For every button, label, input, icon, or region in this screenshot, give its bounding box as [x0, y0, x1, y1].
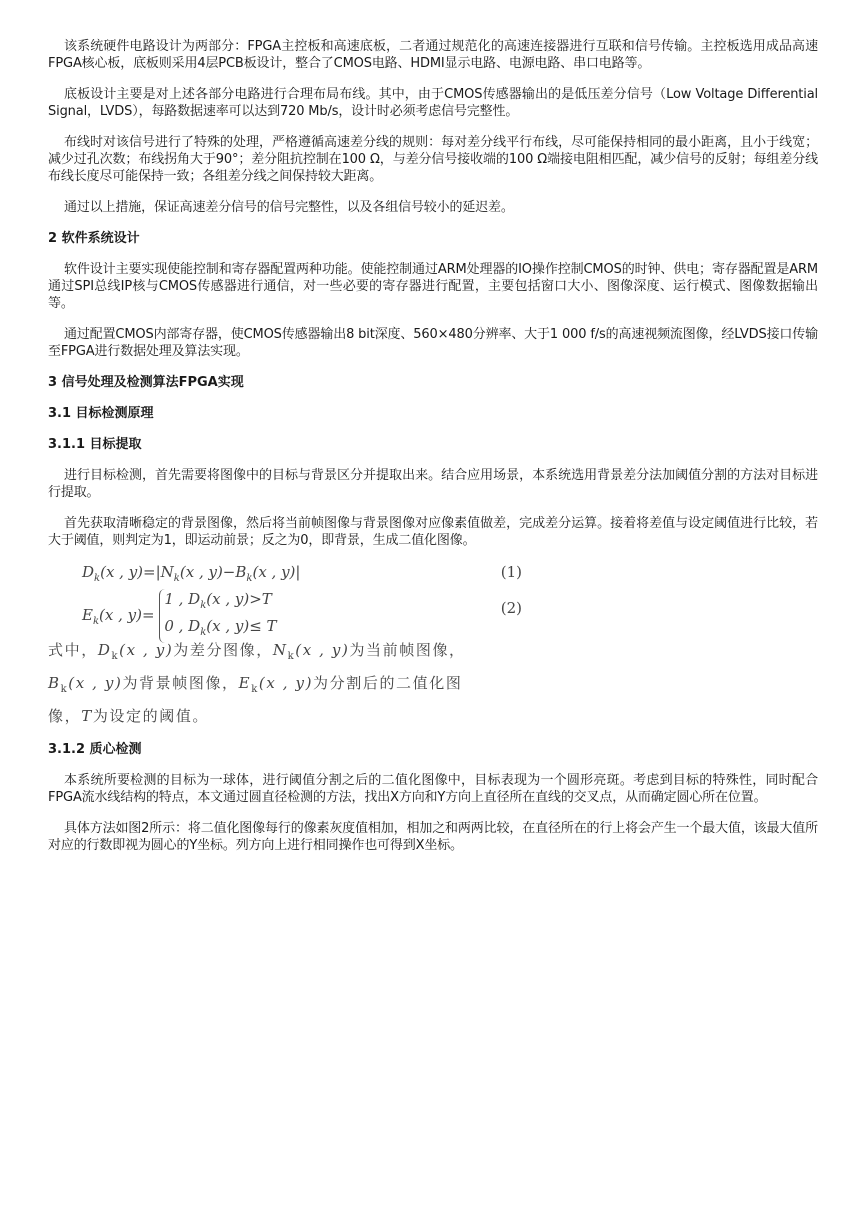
eq2-case-1: 1 , $D_k(x$ , y)>T [164, 590, 272, 611]
paragraph-signal-integrity: 通过以上措施，保证高速差分信号的信号完整性，以及各组信号较小的延迟差。 [64, 200, 514, 215]
paragraph-extraction-method: 进行目标检测，首先需要将图像中的目标与背景区分并提取出来。结合应用场景，本系统选用背景差分法加阈值分割的方法对目标进行提取。 [48, 468, 818, 500]
paragraph-hardware-design: 该系统硬件电路设计为两部分：FPGA主控板和高速底板，二者通过规范化的高速连接器进行互联和信号传输。主控板选用成品高速FPGA核心板，底板则采用4层PCB板设计，整合了CMOS电路、HDMI显示电路、电源电路、串口电路等。 [48, 39, 818, 71]
eq2-lhs: $E_k(x$ , y)= [82, 605, 155, 627]
paragraph-background-diff: 首先获取清晰稳定的背景图像，然后将当前帧图像与背景图像对应像素值做差，完成差分运算。接着将差值与设定阈值进行比较，若大于阈值，则判定为1，即运动前景；反之为0，即背景，生成二值化图像。 [48, 516, 818, 548]
paragraph-routing-rules: 布线时对该信号进行了特殊的处理，严格遵循高速差分线的规则：每对差分线平行布线，尽可能保持相同的最小距离，且小于线宽；减少过孔次数；布线拐角大于90°；差分阻抗控制在100 Ω，与差分信号接收端的100 Ω端接电阻相匹配，减少信号的反射；每组差分线布线长度尽可能保持一致；各组差分线之间保持较大距离。 [48, 135, 818, 184]
eq2-case-2: 0 , $D_k(x$ , y)≤ T [164, 617, 277, 638]
formula-block [82, 563, 522, 638]
paragraph-centroid-steps: 具体方法如图2所示：将二值化图像每行的像素灰度值相加，相加之和两两比较，在直径所在的行上将会产生一个最大值，该最大值所对应的行数即视为圆心的Y坐标。列方向上进行相同操作也可得到X坐标。 [48, 821, 818, 853]
eq2-number: (2) [500, 599, 522, 617]
paragraph-centroid-method: 本系统所要检测的目标为一球体，进行阈值分割之后的二值化图像中，目标表现为一个圆形亮斑。考虑到目标的特殊性，同时配合FPGA流水线结构的特点，本文通过圆直径检测的方法，找出X方向和Y方向上直径所在直线的交叉点，从而确定圆心所在位置。 [48, 773, 818, 805]
heading-detection-principle: 3.1 目标检测原理 [48, 406, 154, 421]
equation-2 [82, 589, 522, 638]
eq1-expression: $D_k(x$ , $y)=|N_k(x$ , $y)-B_k(x$ , y)| [82, 563, 301, 584]
paragraph-software-functions: 软件设计主要实现使能控制和寄存器配置两种功能。使能控制通过ARM处理器的IO操作控制CMOS的时钟、供电；寄存器配置是ARM通过SPI总线IP核与CMOS传感器进行通信，对一些必要的寄存器进行配置，主要包括窗口大小、图像深度、运行模式、图像数据输出等。 [48, 262, 818, 311]
paragraph-board-layout: 底板设计主要是对上述各部分电路进行合理布局布线。其中，由于CMOS传感器输出的是低压差分信号（Low Voltage Differential Signal，LVDS），每路数据速率可以达到720 Mb/s，设计时必须考虑信号完整性。 [48, 87, 818, 119]
paragraph-cmos-config: 通过配置CMOS内部寄存器，使CMOS传感器输出8 bit深度、560×480分辨率、大于1 000 f/s的高速视频流图像，经LVDS接口传输至FPGA进行数据处理及算法实现。 [48, 327, 818, 359]
eq1-number: (1) [500, 563, 522, 581]
equation-1 [82, 563, 522, 589]
heading-target-extraction: 3.1.1 目标提取 [48, 437, 142, 452]
heading-software-design: 2 软件系统设计 [48, 231, 140, 246]
heading-signal-processing: 3 信号处理及检测算法FPGA实现 [48, 375, 244, 390]
heading-centroid-detection: 3.1.2 质心检测 [48, 742, 142, 757]
paper-page [48, 38, 818, 868]
formula-explanation: 式中，$D_k(x$ , y)为差分图像，$N_k(x$ , y)为当前帧图像，$B_k(x$ , y)为背景帧图像，$E_k(x$ , y)为分割后的二值化图像，T为设定的阈值。 [48, 641, 466, 725]
eq2-cases [159, 589, 276, 643]
